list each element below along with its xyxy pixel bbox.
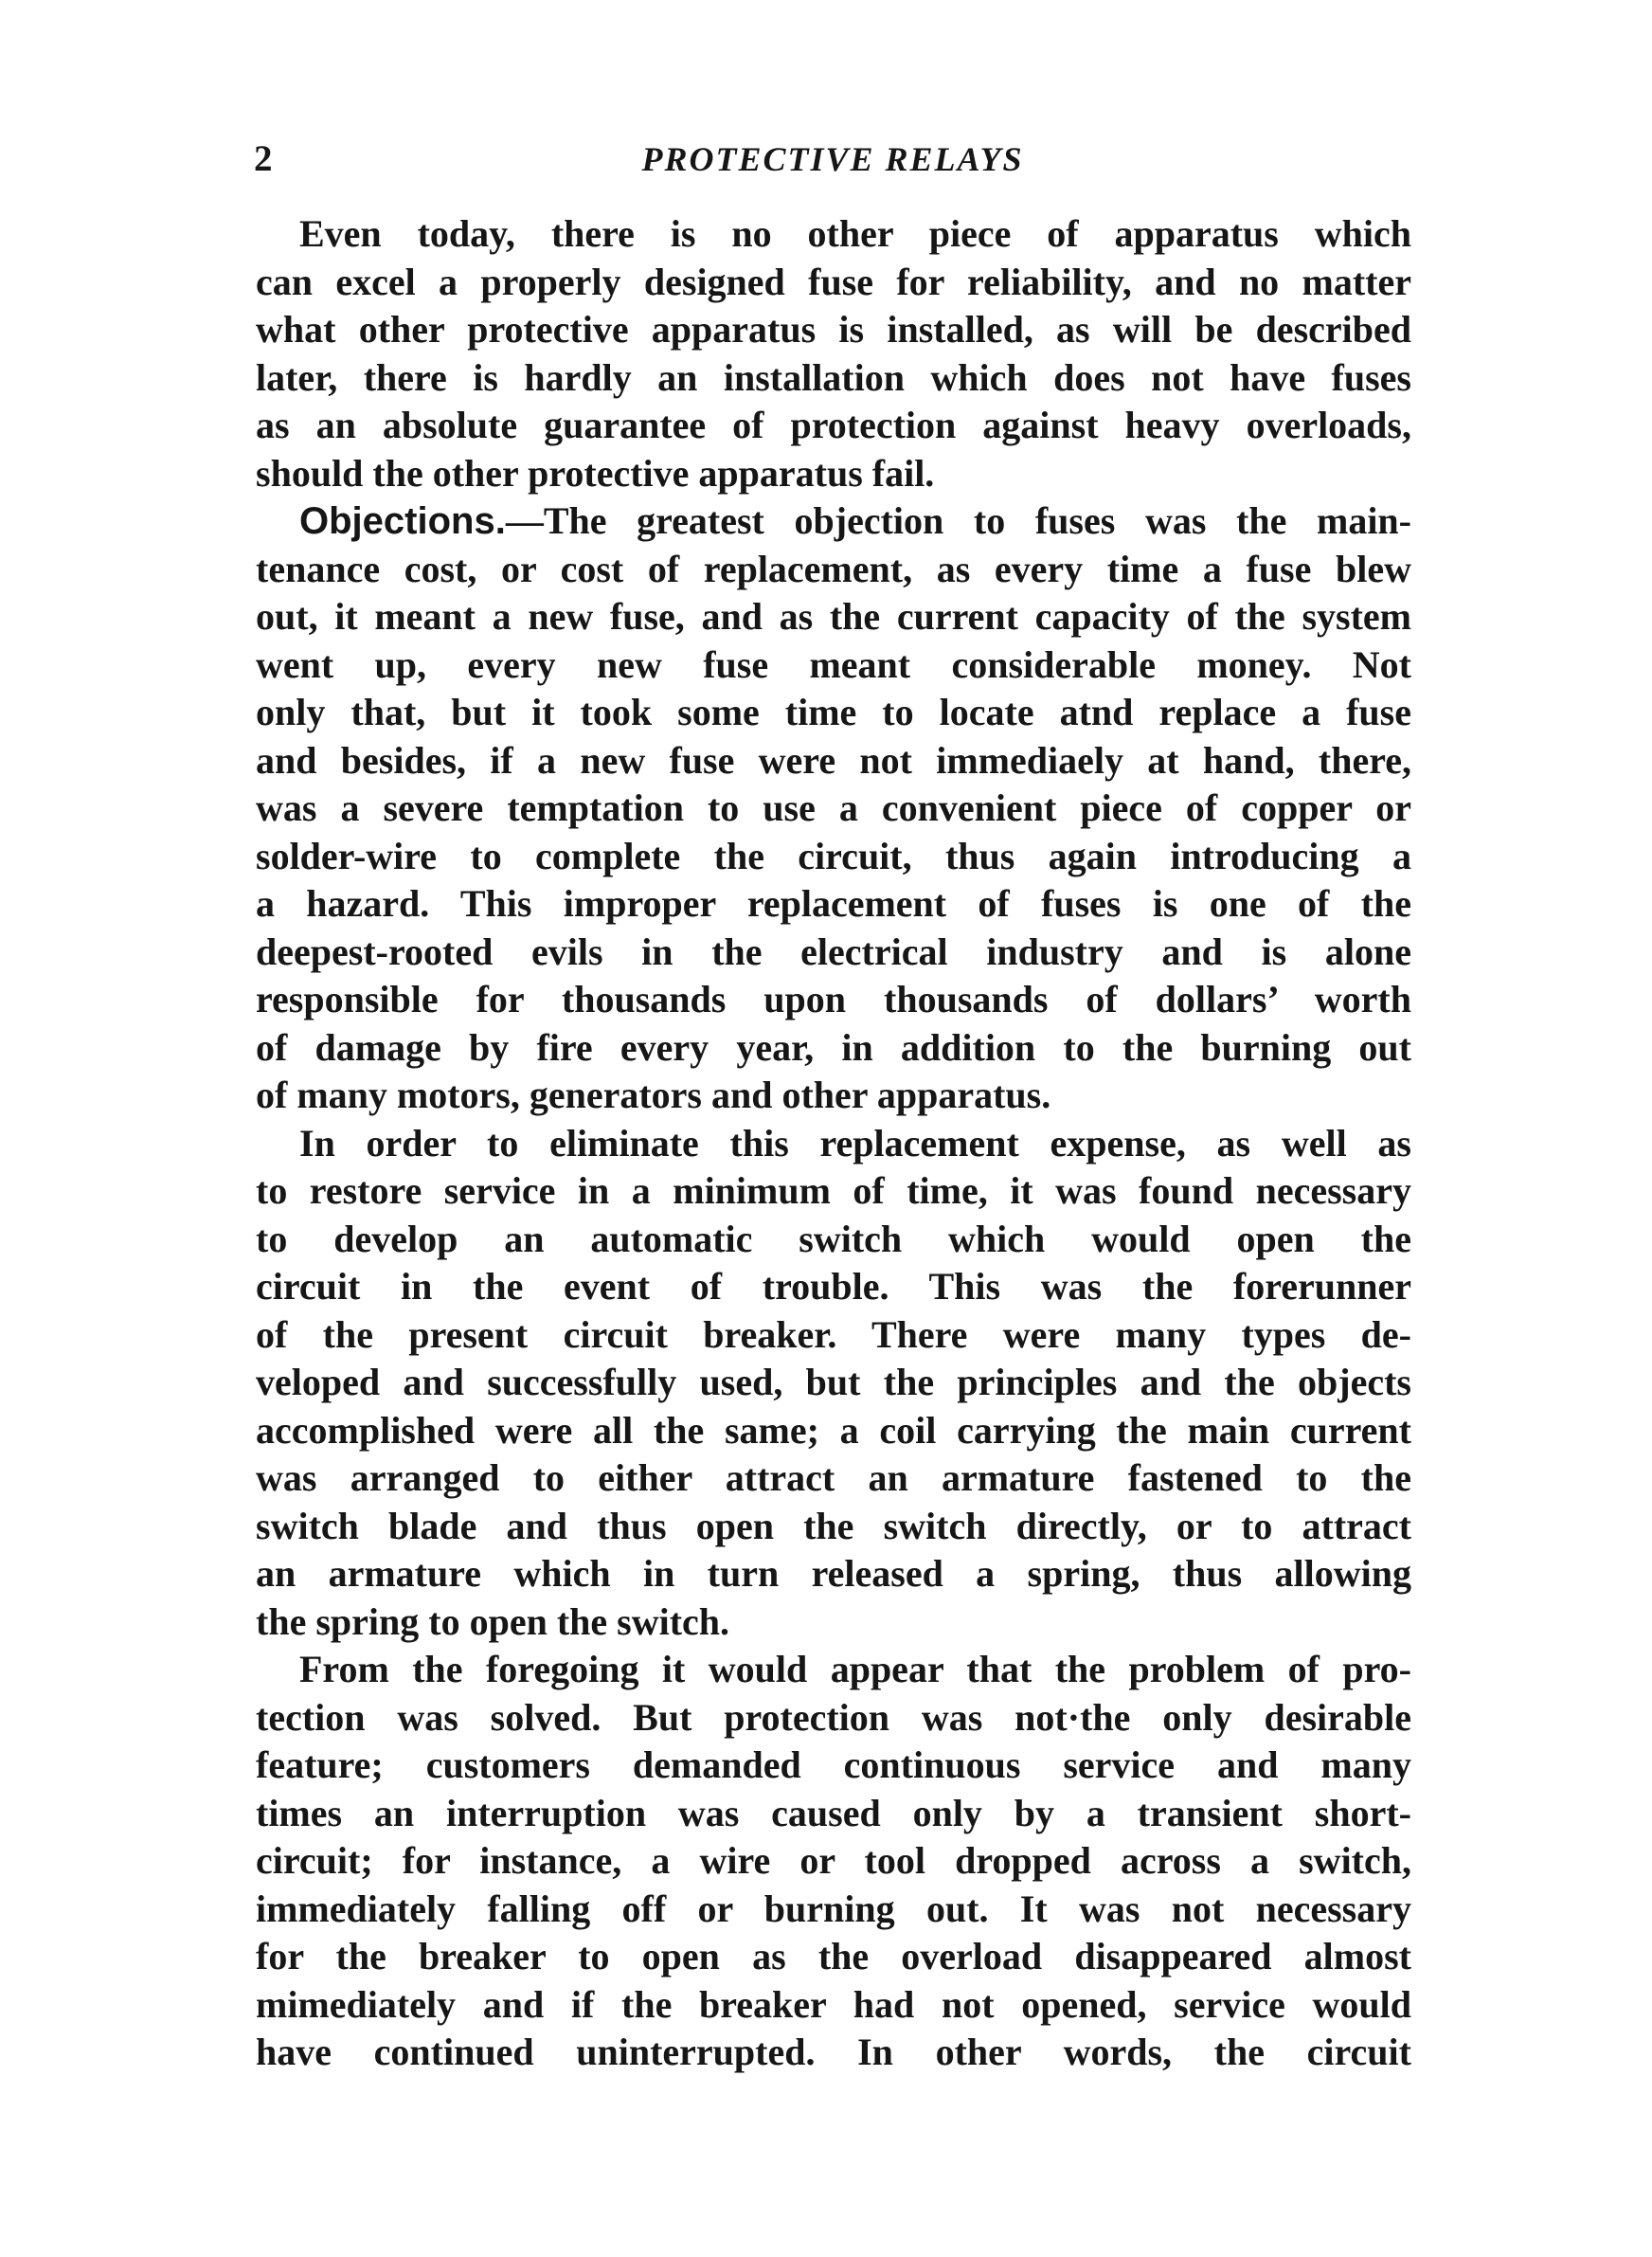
text-line: was a severe temptation to use a convenient piece of copper or <box>256 786 1411 829</box>
text-line <box>256 497 1411 546</box>
text-line: tenance cost, or cost of replacement, as every time a fuse blew <box>256 547 1411 590</box>
text-line: an armature which in turn released a spring, thus allowing <box>256 1552 1411 1595</box>
text-line: of many motors, generators and other apparatus. <box>256 1074 1051 1116</box>
text-line: solder-wire to complete the circuit, thus again introducing a <box>256 834 1411 877</box>
text-line: to develop an automatic switch which would open the <box>256 1217 1411 1260</box>
text-line: tection was solved. But protection was not·the only desirable <box>256 1695 1411 1739</box>
text-line: feature; customers demanded continuous service and many <box>256 1743 1411 1786</box>
text-line: for the breaker to open as the overload disappeared almost <box>256 1935 1411 1977</box>
text-line: circuit; for instance, a wire or tool dropped across a switch, <box>256 1839 1411 1882</box>
text-line: only that, but it took some time to locate atnd replace a fuse <box>256 691 1411 733</box>
text-line: the spring to open the switch. <box>256 1599 730 1643</box>
text-line: veloped and successfully used, but the principles and the objects <box>256 1361 1411 1403</box>
text-line: to restore service in a minimum of time, it was found necessary <box>256 1169 1411 1212</box>
paragraph-objections <box>256 497 1411 1120</box>
text-line: a hazard. This improper replacement of fuses is one of the <box>256 882 1411 925</box>
text-line: as an absolute guarantee of protection against heavy overloads, <box>256 404 1411 446</box>
text-line: circuit in the event of trouble. This was the forerunner <box>256 1265 1411 1308</box>
body-text <box>256 210 1411 2077</box>
text-line: In order to eliminate this replacement expense, as well as <box>299 1121 1411 1165</box>
text-line: times an interruption was caused only by a transient short- <box>256 1791 1411 1834</box>
text-line: of the present circuit breaker. There were many types de- <box>256 1312 1411 1356</box>
text-line: deepest-rooted evils in the electrical industry and is alone <box>256 930 1411 973</box>
text-line: immediately falling off or burning out. It was not necessary <box>256 1887 1411 1930</box>
section-heading-objections: Objections. <box>299 500 506 542</box>
text-line: responsible for thousands upon thousands of dollars’ worth <box>256 978 1411 1020</box>
text-line: was arranged to either attract an armature fastened to the <box>256 1456 1411 1499</box>
text-line: Even today, there is no other piece of apparatus which <box>299 212 1411 255</box>
text-line: can excel a properly designed fuse for reliability, and no matter <box>256 260 1411 303</box>
text-line: out, it meant a new fuse, and as the current capacity of the system <box>256 595 1411 638</box>
text-line: accomplished were all the same; a coil carrying the main current <box>256 1408 1411 1452</box>
paragraph-continuous-service <box>256 1646 1411 2077</box>
text-line: and besides, if a new fuse were not immediaely at hand, there, <box>256 738 1411 782</box>
running-head <box>254 131 1411 188</box>
text-line: should the other protective apparatus fail. <box>256 451 935 495</box>
running-title: PROTECTIVE RELAYS <box>641 140 1024 178</box>
page-number: 2 <box>254 138 273 179</box>
text-line: mimediately and if the breaker had not opened, service would <box>256 1982 1411 2026</box>
text-line-continuation: —The greatest objection to fuses was the main- <box>505 499 1411 542</box>
paragraph-circuit-breaker-origin <box>256 1120 1411 1647</box>
paragraph-fuse-reliability <box>256 210 1411 497</box>
text-line: From the foregoing it would appear that the problem of pro- <box>299 1648 1411 1690</box>
text-line: have continued uninterrupted. In other words, the circuit <box>256 2031 1411 2073</box>
text-line: what other protective apparatus is installed, as will be described <box>256 308 1411 351</box>
text-line: switch blade and thus open the switch directly, or to attract <box>256 1504 1411 1547</box>
text-line: went up, every new fuse meant considerable money. Not <box>256 642 1411 686</box>
text-line: of damage by fire every year, in addition to the burning out <box>256 1025 1411 1069</box>
text-line: later, there is hardly an installation which does not have fuses <box>256 355 1411 399</box>
